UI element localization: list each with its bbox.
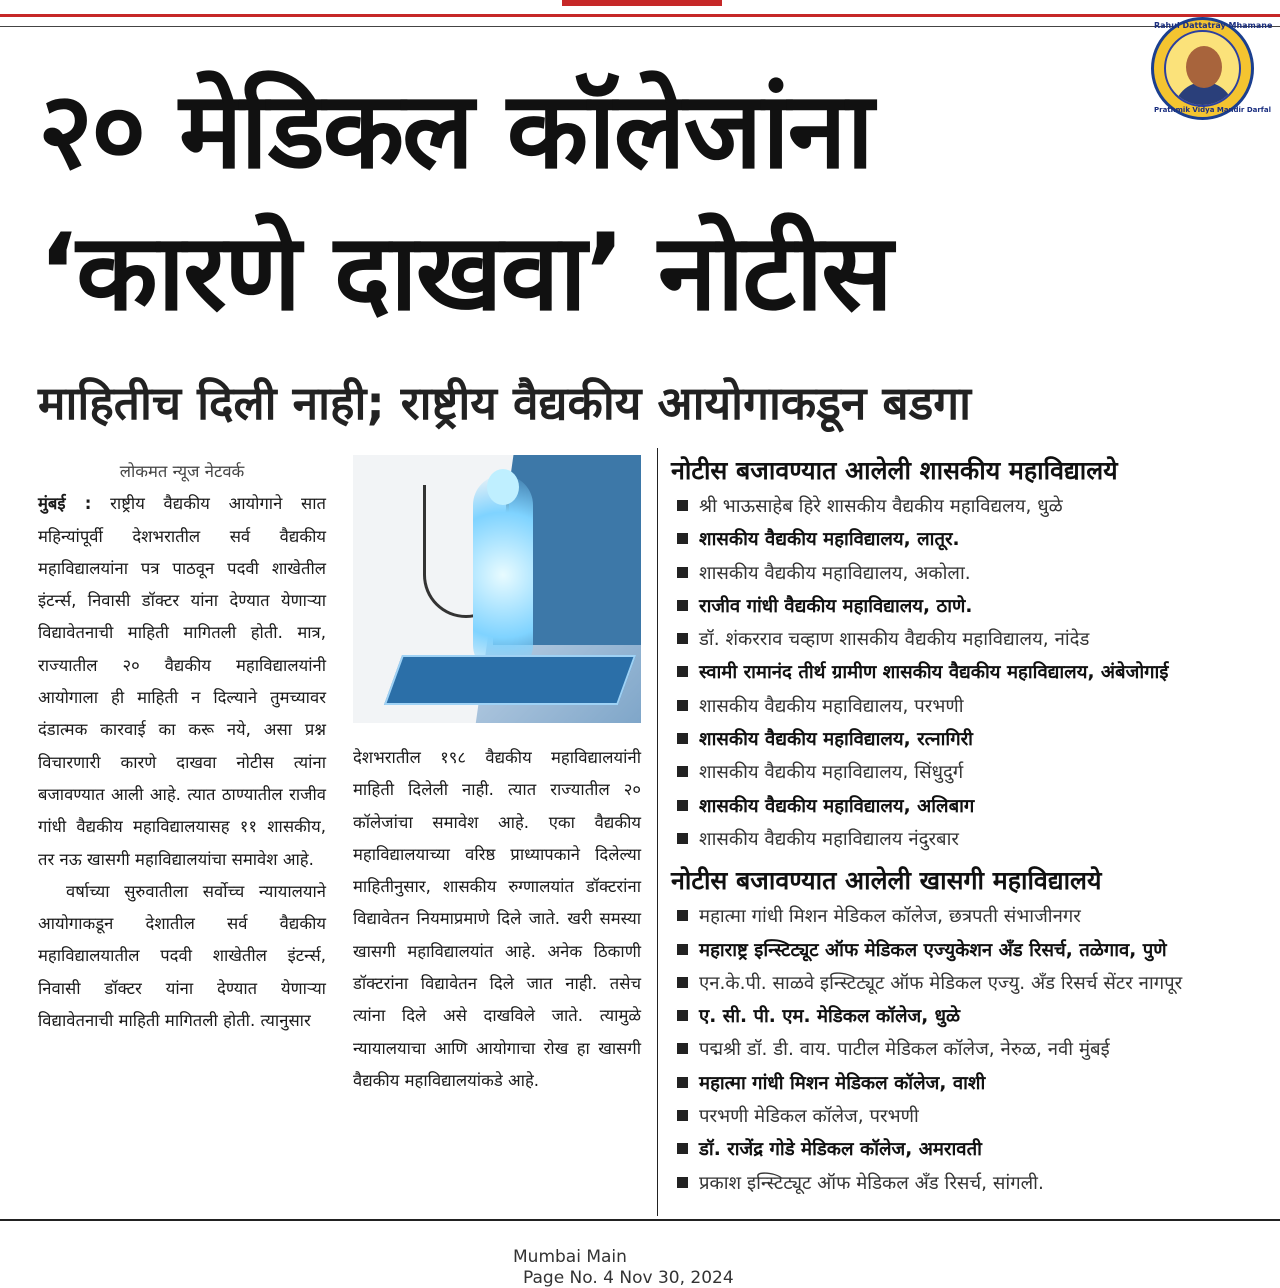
watermark-badge <box>1151 17 1273 120</box>
list-item: पद्मश्री डॉ. डी. वाय. पाटील मेडिकल कॉलेज, नेरुळ, नवी मुंबई <box>671 1033 1275 1066</box>
tablet-icon <box>384 655 636 705</box>
masthead-fragment <box>562 0 722 6</box>
list-item: महात्मा गांधी मिशन मेडिकल कॉलेज, छत्रपती संभाजीनगर <box>671 900 1275 933</box>
bullet-square-icon <box>677 1010 688 1021</box>
bullet-square-icon <box>677 633 688 644</box>
article-photo <box>353 455 641 723</box>
top-rule <box>0 26 1280 27</box>
hologram-body-icon <box>473 475 533 675</box>
bullet-square-icon <box>677 666 688 677</box>
bullet-square-icon <box>677 733 688 744</box>
bullet-square-icon <box>677 944 688 955</box>
bullet-square-icon <box>677 1043 688 1054</box>
badge-portrait <box>1164 30 1241 107</box>
list-item: शासकीय वैद्यकीय महाविद्यालय, रत्नागिरी <box>671 723 1275 756</box>
article-para-1-text: राष्ट्रीय वैद्यकीय आयोगाने सात महिन्यांपूर्वी देशभरातील सर्व वैद्यकीय महाविद्यालयांना पत्र पाठवून पदवी शाखेतील इंटर्न्स, निवासी डॉक्टर यांना देण्यात येणाऱ्या विद्यावेतनाची माहिती मागितली होती. मात्र, राज्यातील २० वैद्यकीय महाविद्यालयांनी आयोगाला ही माहिती न दिल्याने तुमच्यावर दंडात्मक कारवाई का करू नये, असा प्रश्न विचारणारी कारणे दाखवा नोटीस त्यांना बजावण्यात आली आहे. त्यात ठाण्यातील राजीव गांधी वैद्यकीय महाविद्यालयासह ११ शासकीय, तर नऊ खासगी महाविद्यालयांचा समावेश आहे. <box>38 494 326 869</box>
govt-list-heading: नोटीस बजावण्यात आलेली शासकीय महाविद्यालये <box>671 456 1118 485</box>
notice-lists <box>671 452 1275 1200</box>
bullet-square-icon <box>677 1110 688 1121</box>
article-para-3: देशभरातील १९८ वैद्यकीय महाविद्यालयांनी माहिती दिलेली नाही. त्यात राज्यातील २० कॉलेजांचा समावेश आहे. एका वैद्यकीय महाविद्यालयाच्या वरिष्ठ प्राध्यापकाने दिलेल्या माहितीनुसार, शासकीय रुग्णालयांत डॉक्टरांना विद्यावेतन नियमाप्रमाणे दिले जाते. खरी समस्या खासगी महाविद्यालयांत आहे. अनेक ठिकाणी डॉक्टरांना विद्यावेतन दिले जात नाही. तसेच त्यांना दिले असे दाखविले जाते. त्यामुळे न्यायालयाचा आणि आयोगाचा रोख हा खासगी वैद्यकीय महाविद्यालयांकडे आहे. <box>353 748 641 1090</box>
list-item: डॉ. शंकरराव चव्हाण शासकीय वैद्यकीय महाविद्यालय, नांदेड <box>671 623 1275 656</box>
bullet-square-icon <box>677 1143 688 1154</box>
list-item: एन.के.पी. साळवे इन्स्टिट्यूट ऑफ मेडिकल एज्यु. अँड रिसर्च सेंटर नागपूर <box>671 967 1275 1000</box>
hologram-head <box>487 469 519 505</box>
bullet-square-icon <box>677 910 688 921</box>
article-para-1 <box>38 488 326 876</box>
list-item: महात्मा गांधी मिशन मेडिकल कॉलेज, वाशी <box>671 1067 1275 1100</box>
list-item: स्वामी रामानंद तीर्थ ग्रामीण शासकीय वैद्यकीय महाविद्यालय, अंबेजोगाई <box>671 656 1275 689</box>
list-item: शासकीय वैद्यकीय महाविद्यालय, सिंधुदुर्ग <box>671 756 1275 789</box>
private-list <box>671 900 1275 1200</box>
list-item: महाराष्ट्र इन्स्टिट्यूट ऑफ मेडिकल एज्युकेशन अँड रिसर्च, तळेगाव, पुणे <box>671 934 1275 967</box>
bullet-square-icon <box>677 567 688 578</box>
list-item: शासकीय वैद्यकीय महाविद्यालय, अकोला. <box>671 557 1275 590</box>
list-item: प्रकाश इन्स्टिट्यूट ऑफ मेडिकल अँड रिसर्च, सांगली. <box>671 1167 1275 1200</box>
bullet-square-icon <box>677 800 688 811</box>
article-column-2 <box>353 742 641 1097</box>
edition-label: Mumbai Main <box>513 1247 627 1267</box>
top-rule-red <box>0 14 1280 17</box>
bullet-square-icon <box>677 977 688 988</box>
bullet-square-icon <box>677 500 688 511</box>
list-item: परभणी मेडिकल कॉलेज, परभणी <box>671 1100 1275 1133</box>
bullet-square-icon <box>677 700 688 711</box>
bullet-square-icon <box>677 533 688 544</box>
subheadline: माहितीच दिली नाही; राष्ट्रीय वैद्यकीय आयोगाकडून बडगा <box>38 376 972 430</box>
byline: लोकमत न्यूज नेटवर्क <box>119 462 245 481</box>
list-item: शासकीय वैद्यकीय महाविद्यालय, लातूर. <box>671 523 1275 556</box>
bullet-square-icon <box>677 833 688 844</box>
bullet-square-icon <box>677 1177 688 1188</box>
list-item: ए. सी. पी. एम. मेडिकल कॉलेज, धुळे <box>671 1000 1275 1033</box>
column-divider <box>657 448 658 1216</box>
page-date-label: Page No. 4 Nov 30, 2024 <box>523 1268 734 1288</box>
portrait-face <box>1186 46 1222 88</box>
badge-name: Rahul Dattatray Mhamane <box>1154 21 1273 30</box>
headline-line-2: ‘कारणे दाखवा’ नोटीस <box>38 211 891 334</box>
article-para-2: वर्षाच्या सुरुवातीला सर्वोच्च न्यायालयाने आयोगाकडून देशातील सर्व वैद्यकीय महाविद्यालयातील पदवी शाखेतील इंटर्न्स, निवासी डॉक्टर यांना देण्यात येणाऱ्या विद्यावेतनाची माहिती मागितली होती. त्यानुसार <box>38 881 326 1031</box>
list-item: शासकीय वैद्यकीय महाविद्यालय, परभणी <box>671 690 1275 723</box>
list-item: शासकीय वैद्यकीय महाविद्यालय, अलिबाग <box>671 790 1275 823</box>
article-column-1 <box>38 456 326 1037</box>
list-item: डॉ. राजेंद्र गोडे मेडिकल कॉलेज, अमरावती <box>671 1133 1275 1166</box>
bottom-rule <box>0 1219 1280 1221</box>
list-item: श्री भाऊसाहेब हिरे शासकीय वैद्यकीय महाविद्यलय, धुळे <box>671 490 1275 523</box>
list-item: शासकीय वैद्यकीय महाविद्यालय नंदुरबार <box>671 823 1275 856</box>
bullet-square-icon <box>677 766 688 777</box>
headline-line-1: २० मेडिकल कॉलेजांना <box>38 69 872 192</box>
dateline: मुंबई : <box>38 494 92 514</box>
badge-school: Prathmik Vidya Mandir Darfal <box>1154 106 1271 114</box>
bullet-square-icon <box>677 600 688 611</box>
private-list-heading: नोटीस बजावण्यात आलेली खासगी महाविद्यालये <box>671 866 1102 896</box>
bullet-square-icon <box>677 1077 688 1088</box>
govt-list <box>671 490 1275 856</box>
list-item: राजीव गांधी वैद्यकीय महाविद्यालय, ठाणे. <box>671 590 1275 623</box>
